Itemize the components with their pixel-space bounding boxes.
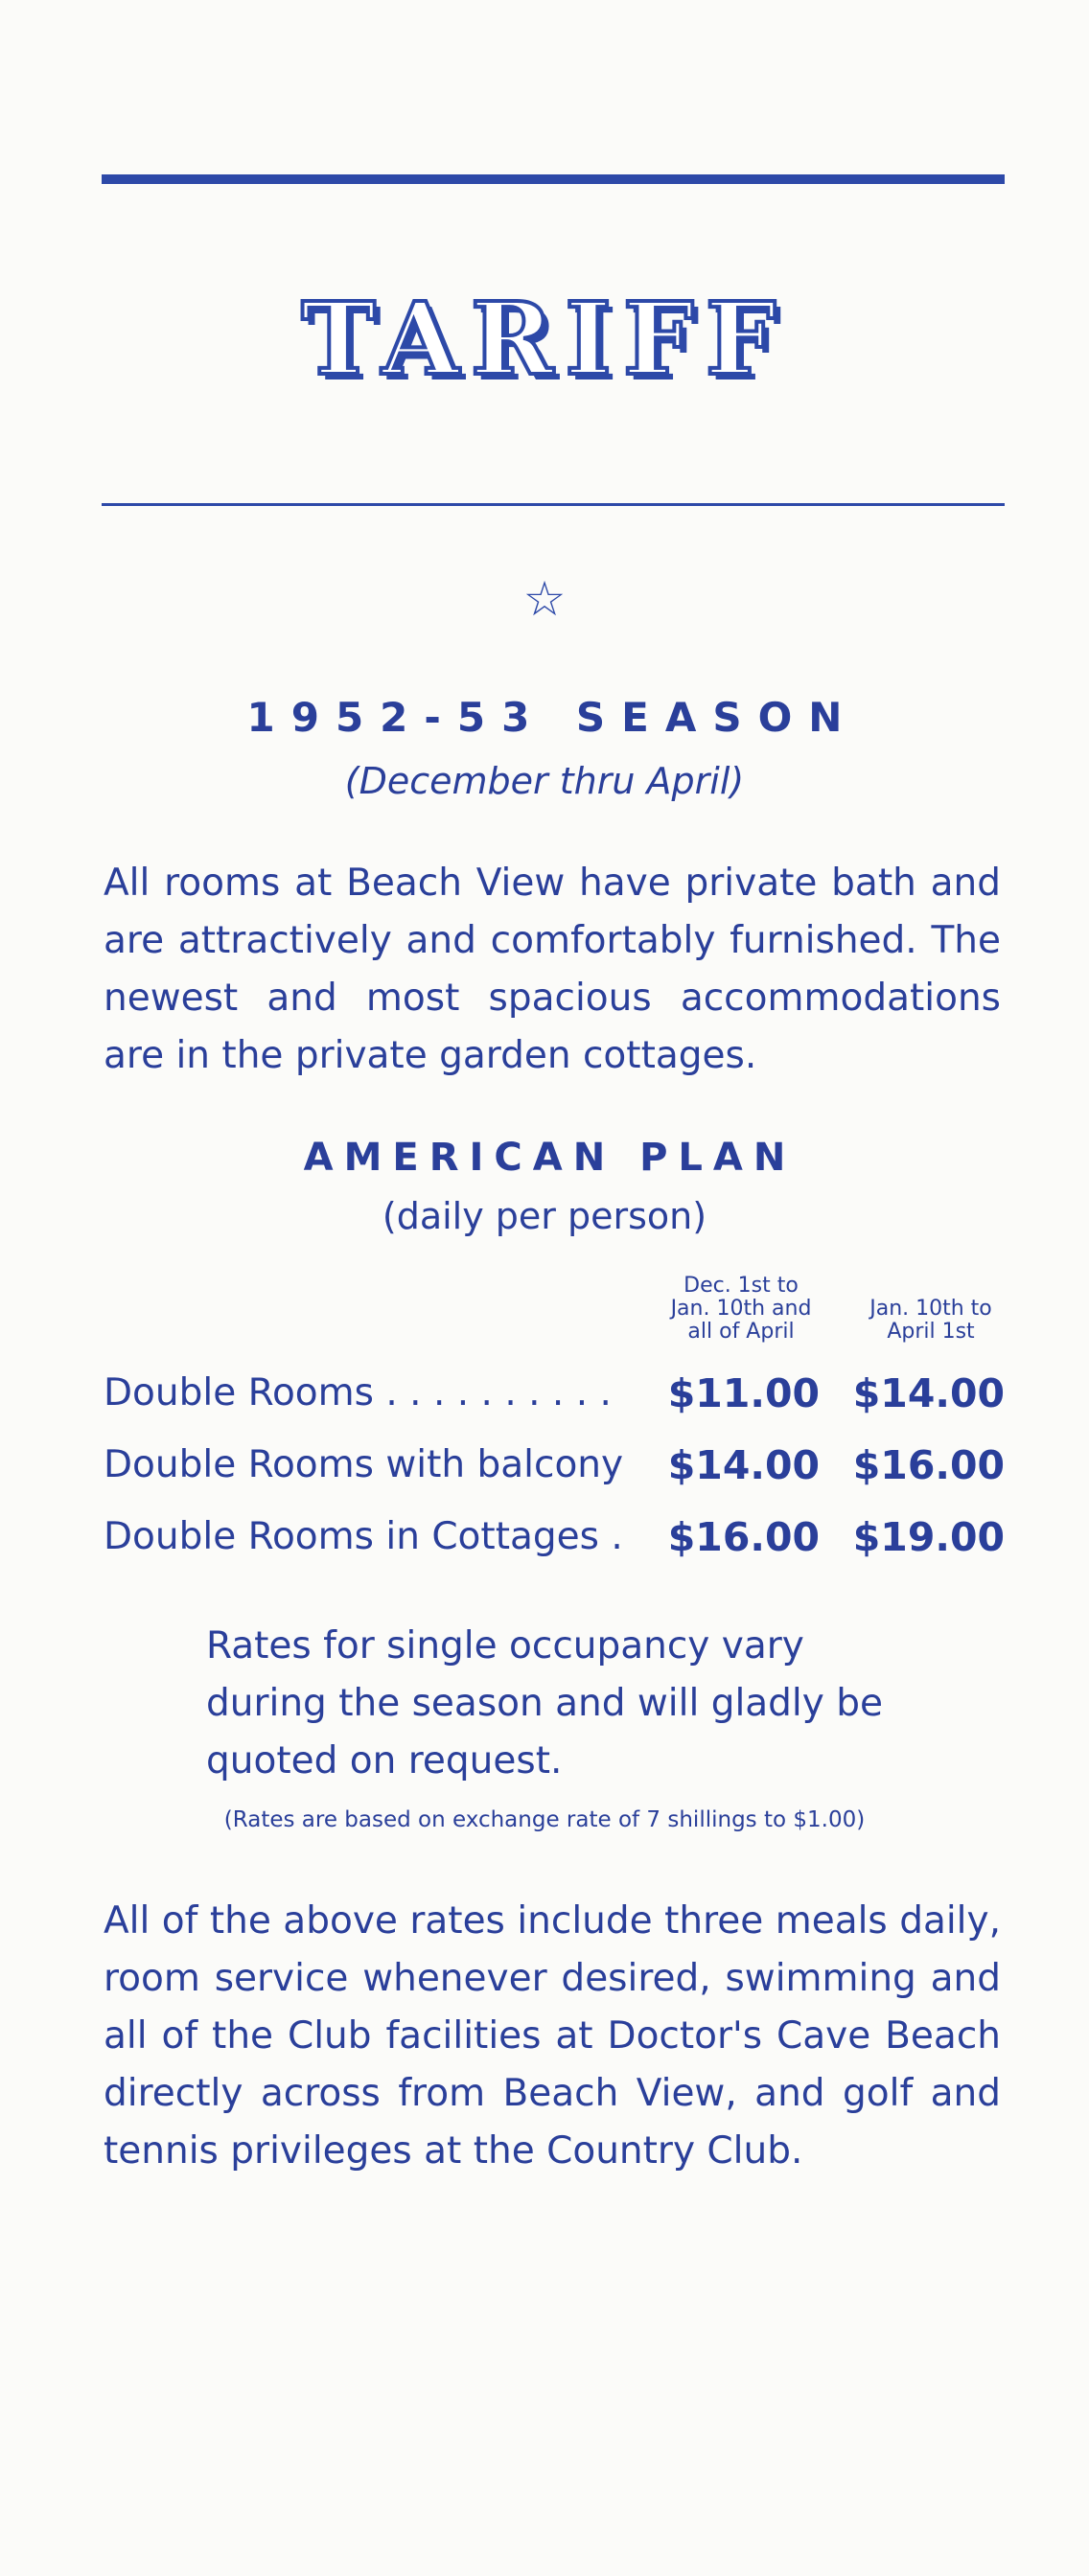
- rate-peak: $14.00: [852, 1370, 1005, 1416]
- plan-subheading: (daily per person): [382, 1195, 707, 1237]
- rate-peak: $16.00: [852, 1442, 1005, 1488]
- rate-early: $16.00: [667, 1514, 820, 1560]
- plan-heading: AMERICAN PLAN: [303, 1136, 797, 1180]
- page-title: TARIFF: [301, 280, 788, 398]
- rate-row: [104, 1368, 1005, 1418]
- season-heading: 1952-53 SEASON: [246, 694, 859, 741]
- star-icon: ☆: [522, 571, 567, 627]
- intro-paragraph: All rooms at Beach View have private bath and are attractively and comfortably furnished. The newest and most spacious accommodations are in the private garden cottages.: [104, 862, 1001, 1077]
- single-occupancy-note: Rates for single occupancy vary during the season and will gladly be quoted on request.: [206, 1624, 883, 1782]
- closing-paragraph: All of the above rates include three meals daily, room service whenever desired, swimming and all of the Club facilities at Doctor's Cave Beach directly across from Beach View, and golf and tennis privileges at the Country Club.: [104, 1899, 1001, 2173]
- column-header-line: all of April: [687, 1320, 795, 1344]
- rate-row: [104, 1440, 1005, 1490]
- rate-peak: $19.00: [852, 1514, 1005, 1560]
- top-rule: [102, 174, 1005, 184]
- rate-early: $14.00: [667, 1442, 820, 1488]
- room-type-label: Double Rooms with balcony: [104, 1443, 624, 1486]
- room-type-label: Double Rooms . . . . . . . . . .: [104, 1371, 612, 1414]
- rate-early: $11.00: [667, 1370, 820, 1416]
- column-header-line: April 1st: [887, 1320, 975, 1344]
- column-header-line: Jan. 10th to: [869, 1297, 992, 1321]
- rate-row: [104, 1512, 1005, 1562]
- title-rule: [102, 503, 1005, 506]
- exchange-rate-note: (Rates are based on exchange rate of 7 shillings to $1.00): [223, 1807, 866, 1832]
- room-type-label: Double Rooms in Cottages .: [104, 1515, 623, 1558]
- column-header-line: Dec. 1st to: [684, 1274, 799, 1298]
- column-header-line: Jan. 10th and: [670, 1297, 812, 1321]
- column-header-peak: [840, 1298, 1022, 1344]
- season-months: (December thru April): [344, 760, 745, 802]
- column-header-early: [650, 1275, 832, 1344]
